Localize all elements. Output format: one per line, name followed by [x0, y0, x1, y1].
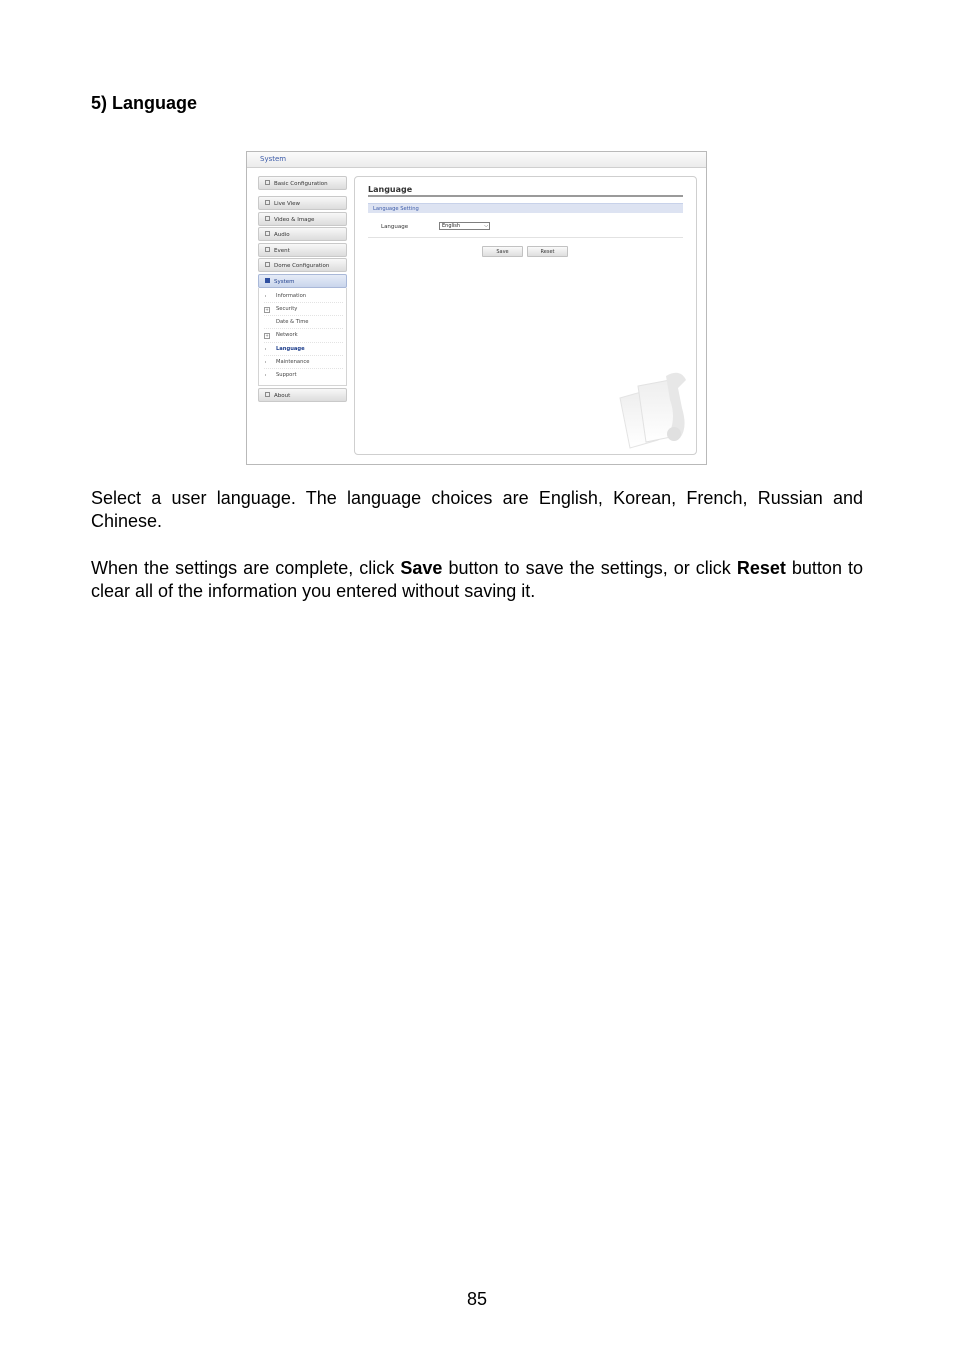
language-field-row	[368, 219, 683, 238]
submenu-item-network[interactable]: + Network	[264, 329, 343, 342]
system-submenu	[258, 288, 347, 386]
tree-line-icon	[265, 361, 269, 363]
submenu-item-maintenance[interactable]: Maintenance	[264, 356, 343, 369]
submenu-item-security[interactable]: + Security	[264, 303, 343, 316]
sidebar-item-dome-configuration[interactable]: Dome Configuration	[258, 258, 347, 272]
breadcrumb: System	[247, 152, 706, 168]
reset-button[interactable]: Reset	[527, 246, 568, 257]
section-heading: 5) Language	[91, 93, 198, 113]
sidebar-item-live-view[interactable]: Live View	[258, 196, 347, 210]
square-bullet-icon	[265, 180, 270, 185]
paragraph-language-choices: Select a user language. The language choices are English, Korean, French, Russian and Chinese.	[91, 488, 863, 531]
language-label: Language	[381, 224, 409, 230]
sidebar-item-event[interactable]: Event	[258, 243, 347, 257]
tools-watermark-icon	[600, 368, 696, 454]
sidebar-item-system[interactable]: System	[258, 274, 347, 288]
save-term: Save	[400, 558, 443, 578]
sidebar-item-video-image[interactable]: Video & Image	[258, 212, 347, 226]
square-bullet-icon	[265, 231, 270, 236]
plus-box-icon: +	[265, 333, 269, 339]
language-select[interactable]	[439, 222, 490, 230]
sidebar-item-basic-configuration[interactable]: Basic Configuration	[258, 176, 347, 190]
submenu-item-language[interactable]: Language	[264, 343, 343, 356]
panel-title: Language	[368, 185, 683, 197]
sidebar	[258, 176, 347, 403]
submenu-item-date-time[interactable]: Date & Time	[264, 316, 343, 329]
ui-screenshot	[246, 151, 707, 465]
sidebar-item-about[interactable]: About	[258, 388, 347, 402]
language-select-value: English	[442, 223, 461, 229]
square-bullet-icon	[265, 392, 270, 397]
sidebar-item-audio[interactable]: Audio	[258, 227, 347, 241]
submenu-item-information[interactable]: Information	[264, 290, 343, 303]
submenu-item-support[interactable]: Support	[264, 369, 343, 381]
square-bullet-icon	[265, 278, 270, 283]
square-bullet-icon	[265, 247, 270, 252]
save-button[interactable]: Save	[482, 246, 523, 257]
content-panel	[354, 176, 697, 455]
chevron-down-icon: ⌵	[484, 223, 488, 229]
section-header: Language Setting	[368, 203, 683, 213]
plus-box-icon: +	[265, 306, 269, 312]
square-bullet-icon	[265, 262, 270, 267]
square-bullet-icon	[265, 200, 270, 205]
square-bullet-icon	[265, 216, 270, 221]
page-number: 85	[466, 1289, 488, 1309]
paragraph-save-reset: When the settings are complete, click Save button to save the settings, or click Reset button to clear all of the information you entered without saving it.	[91, 558, 864, 601]
reset-term: Reset	[736, 558, 786, 578]
tree-line-icon	[265, 348, 269, 350]
tree-line-icon	[265, 374, 269, 376]
tree-line-icon	[265, 295, 269, 297]
